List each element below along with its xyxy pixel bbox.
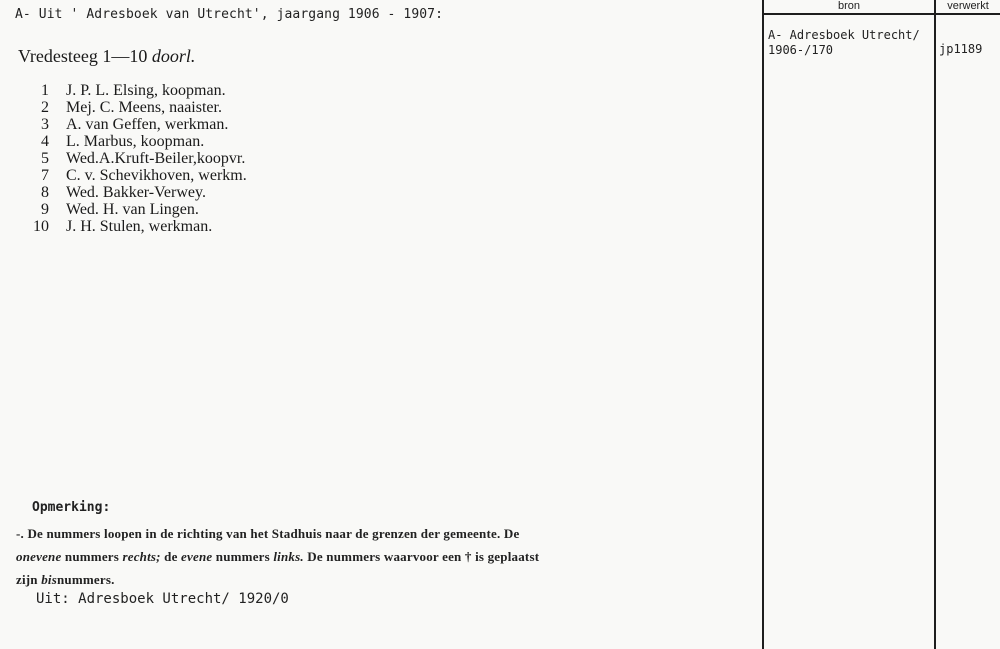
resident-entry: Wed.A.Kruft-Beiler,koopvr.: [66, 150, 246, 167]
note-text-3: de: [164, 549, 178, 564]
note-text-2: nummers: [64, 549, 120, 564]
note-links: links.: [273, 549, 304, 564]
resident-row: [24, 133, 247, 150]
note-bullet: -.: [16, 526, 24, 541]
resident-row: [24, 99, 247, 116]
resident-row: [24, 184, 247, 201]
resident-row: [24, 116, 247, 133]
note-onevene: onevene: [16, 549, 62, 564]
column-header-bron: bron: [837, 0, 861, 12]
note-text-5: De nummers waarvoor een † is geplaatst zijn: [16, 549, 540, 587]
note-text-6: nummers.: [56, 572, 115, 587]
street-heading: [18, 46, 195, 67]
verwerkt-value: jp1189: [939, 42, 983, 56]
note-title: Opmerking:: [32, 500, 111, 515]
house-number: 3: [41, 116, 49, 133]
house-number: 2: [41, 99, 49, 116]
street-name: Vredesteeg 1—10: [18, 46, 148, 66]
table-divider-left: [762, 0, 764, 649]
resident-entry: Wed. Bakker-Verwey.: [66, 184, 206, 201]
house-number: 8: [41, 184, 49, 201]
bron-value: A- Adresboek Utrecht/ 1906-/170: [768, 28, 920, 57]
resident-entry: C. v. Schevikhoven, werkm.: [66, 167, 247, 184]
note-evene: evene: [181, 549, 213, 564]
note-text-4: nummers: [215, 549, 270, 564]
resident-row: [24, 218, 247, 235]
resident-entry: J. P. L. Elsing, koopman.: [66, 82, 226, 99]
house-number: 9: [41, 201, 49, 218]
resident-row: [24, 201, 247, 218]
note-text-1: De nummers loopen in de richting van het Stadhuis naar de grenzen der gemeente. De: [27, 526, 520, 541]
house-number: 5: [41, 150, 49, 167]
resident-row: [24, 82, 247, 99]
document-source-line: A- Uit ' Adresboek van Utrecht', jaargang 1906 - 1907:: [15, 7, 444, 22]
house-number: 7: [41, 167, 49, 184]
house-number: 4: [41, 133, 49, 150]
resident-row: [24, 167, 247, 184]
note-rechts: rechts;: [122, 549, 161, 564]
column-header-verwerkt: verwerkt: [947, 0, 989, 12]
table-divider-right: [934, 0, 936, 649]
street-suffix: doorl.: [151, 46, 196, 66]
house-number: 10: [33, 218, 49, 235]
note-source: Uit: Adresboek Utrecht/ 1920/0: [36, 591, 289, 607]
resident-entry: J. H. Stulen, werkman.: [66, 218, 213, 235]
resident-entry: L. Marbus, koopman.: [66, 133, 205, 150]
resident-entry: Wed. H. van Lingen.: [66, 201, 199, 218]
note-bis: bis: [41, 572, 57, 587]
residents-list: [24, 82, 247, 235]
table-header-rule: [762, 13, 1000, 15]
note-body: [16, 522, 561, 591]
resident-entry: A. van Geffen, werkman.: [66, 116, 229, 133]
resident-row: [24, 150, 247, 167]
resident-entry: Mej. C. Meens, naaister.: [66, 99, 222, 116]
house-number: 1: [41, 82, 49, 99]
